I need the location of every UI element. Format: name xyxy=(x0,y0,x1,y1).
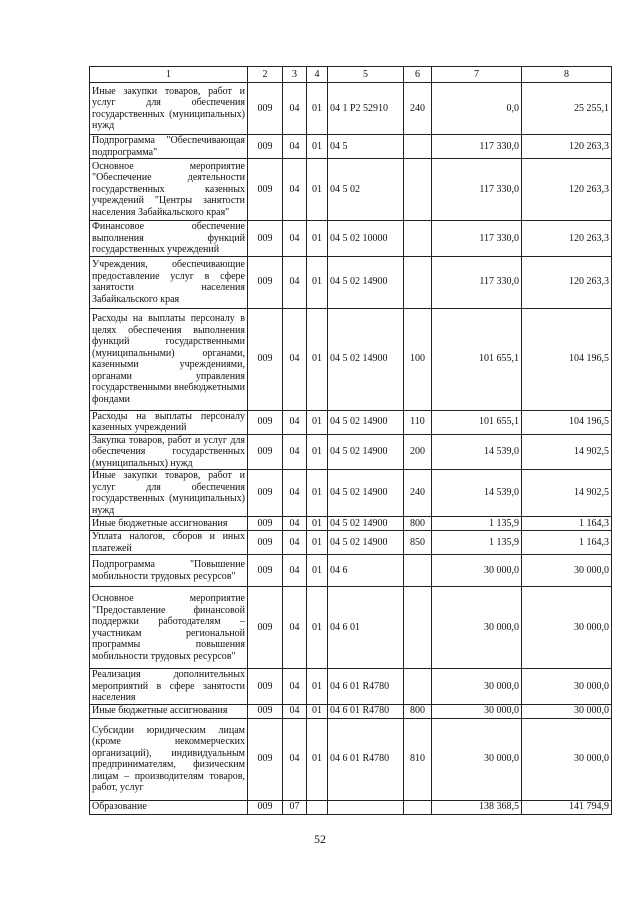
table-row xyxy=(90,221,612,257)
cell-subsection-code xyxy=(307,800,328,814)
cell-expense-type: 800 xyxy=(404,704,432,718)
cell-amount-year-1: 101 655,1 xyxy=(432,410,522,434)
cell-target-article xyxy=(328,800,404,814)
cell-amount-year-1: 117 330,0 xyxy=(432,135,522,159)
cell-expense-type: 850 xyxy=(404,531,432,555)
cell-subsection-code: 01 xyxy=(307,587,328,669)
cell-amount-year-2: 1 164,3 xyxy=(522,517,612,531)
cell-item-name: Иные закупки товаров, работ и услуг для обеспечения государственных (муниципальных) нужд xyxy=(90,83,248,135)
cell-expense-type xyxy=(404,800,432,814)
cell-expense-type xyxy=(404,159,432,221)
cell-amount-year-1: 117 330,0 xyxy=(432,221,522,257)
cell-section-code: 04 xyxy=(283,135,307,159)
cell-expense-type: 110 xyxy=(404,410,432,434)
table-row xyxy=(90,83,612,135)
cell-section-code: 04 xyxy=(283,159,307,221)
cell-item-name: Образование xyxy=(90,800,248,814)
table-row xyxy=(90,718,612,800)
cell-expense-type: 800 xyxy=(404,517,432,531)
table-row xyxy=(90,704,612,718)
cell-amount-year-1: 117 330,0 xyxy=(432,159,522,221)
cell-expense-type xyxy=(404,221,432,257)
cell-section-code: 04 xyxy=(283,434,307,470)
cell-subsection-code: 01 xyxy=(307,83,328,135)
cell-subsection-code: 01 xyxy=(307,410,328,434)
cell-subsection-code: 01 xyxy=(307,159,328,221)
cell-target-article: 04 6 xyxy=(328,555,404,587)
cell-amount-year-1: 30 000,0 xyxy=(432,555,522,587)
cell-item-name: Иные закупки товаров, работ и услуг для обеспечения государственных (муниципальных) нужд xyxy=(90,470,248,517)
cell-ministry-code: 009 xyxy=(248,704,283,718)
cell-ministry-code: 009 xyxy=(248,800,283,814)
cell-ministry-code: 009 xyxy=(248,434,283,470)
cell-target-article: 04 6 01 R4780 xyxy=(328,704,404,718)
cell-section-code: 04 xyxy=(283,410,307,434)
cell-amount-year-2: 1 164,3 xyxy=(522,531,612,555)
cell-amount-year-2: 30 000,0 xyxy=(522,555,612,587)
table-row xyxy=(90,135,612,159)
cell-target-article: 04 6 01 R4780 xyxy=(328,718,404,800)
cell-ministry-code: 009 xyxy=(248,308,283,410)
cell-ministry-code: 009 xyxy=(248,470,283,517)
col-header-8: 8 xyxy=(522,67,612,83)
cell-section-code: 04 xyxy=(283,531,307,555)
cell-amount-year-2: 104 196,5 xyxy=(522,410,612,434)
cell-subsection-code: 01 xyxy=(307,531,328,555)
cell-amount-year-2: 30 000,0 xyxy=(522,718,612,800)
table-row xyxy=(90,470,612,517)
cell-item-name: Основное мероприятие "Обеспечение деятельности государственных казенных учреждений "Центры занятости населения Забайкальского края" xyxy=(90,159,248,221)
cell-ministry-code: 009 xyxy=(248,410,283,434)
cell-item-name: Подпрограмма "Обеспечивающая подпрограмма" xyxy=(90,135,248,159)
cell-item-name: Подпрограмма "Повышение мобильности трудовых ресурсов" xyxy=(90,555,248,587)
cell-section-code: 07 xyxy=(283,800,307,814)
col-header-5: 5 xyxy=(328,67,404,83)
cell-amount-year-2: 30 000,0 xyxy=(522,669,612,705)
cell-amount-year-1: 138 368,5 xyxy=(432,800,522,814)
cell-item-name: Учреждения, обеспечивающие предоставление услуг в сфере занятости населения Забайкальского края xyxy=(90,256,248,308)
cell-section-code: 04 xyxy=(283,587,307,669)
cell-expense-type: 100 xyxy=(404,308,432,410)
cell-expense-type: 810 xyxy=(404,718,432,800)
cell-expense-type: 240 xyxy=(404,470,432,517)
cell-expense-type xyxy=(404,669,432,705)
cell-ministry-code: 009 xyxy=(248,256,283,308)
cell-expense-type: 240 xyxy=(404,83,432,135)
col-header-7: 7 xyxy=(432,67,522,83)
cell-item-name: Иные бюджетные ассигнования xyxy=(90,517,248,531)
cell-item-name: Основное мероприятие "Предоставление финансовой поддержки работодателям – участникам региональной программы повышения мобильности трудовых ресурсов" xyxy=(90,587,248,669)
header-row xyxy=(90,67,612,83)
col-header-4: 4 xyxy=(307,67,328,83)
cell-subsection-code: 01 xyxy=(307,434,328,470)
table-row xyxy=(90,308,612,410)
table-row xyxy=(90,256,612,308)
col-header-6: 6 xyxy=(404,67,432,83)
table-row xyxy=(90,410,612,434)
cell-expense-type xyxy=(404,256,432,308)
cell-amount-year-1: 14 539,0 xyxy=(432,470,522,517)
cell-expense-type: 200 xyxy=(404,434,432,470)
cell-item-name: Закупка товаров, работ и услуг для обеспечения государственных (муниципальных) нужд xyxy=(90,434,248,470)
cell-amount-year-2: 120 263,3 xyxy=(522,256,612,308)
cell-target-article: 04 5 02 14900 xyxy=(328,517,404,531)
cell-amount-year-1: 30 000,0 xyxy=(432,704,522,718)
table-body xyxy=(90,83,612,815)
cell-item-name: Реализация дополнительных мероприятий в сфере занятости населения xyxy=(90,669,248,705)
cell-target-article: 04 6 01 xyxy=(328,587,404,669)
cell-amount-year-2: 14 902,5 xyxy=(522,434,612,470)
cell-amount-year-1: 1 135,9 xyxy=(432,531,522,555)
cell-target-article: 04 5 02 14900 xyxy=(328,531,404,555)
cell-amount-year-1: 30 000,0 xyxy=(432,718,522,800)
budget-table xyxy=(89,66,612,815)
table-row xyxy=(90,531,612,555)
cell-section-code: 04 xyxy=(283,718,307,800)
cell-subsection-code: 01 xyxy=(307,308,328,410)
cell-section-code: 04 xyxy=(283,517,307,531)
cell-amount-year-1: 117 330,0 xyxy=(432,256,522,308)
cell-target-article: 04 5 02 xyxy=(328,159,404,221)
table-row xyxy=(90,555,612,587)
table-row xyxy=(90,159,612,221)
cell-expense-type xyxy=(404,587,432,669)
cell-subsection-code: 01 xyxy=(307,135,328,159)
cell-ministry-code: 009 xyxy=(248,83,283,135)
cell-amount-year-2: 30 000,0 xyxy=(522,704,612,718)
cell-amount-year-1: 0,0 xyxy=(432,83,522,135)
cell-target-article: 04 5 02 14900 xyxy=(328,434,404,470)
cell-ministry-code: 009 xyxy=(248,587,283,669)
cell-subsection-code: 01 xyxy=(307,704,328,718)
cell-amount-year-2: 120 263,3 xyxy=(522,221,612,257)
cell-item-name: Уплата налогов, сборов и иных платежей xyxy=(90,531,248,555)
col-header-2: 2 xyxy=(248,67,283,83)
cell-ministry-code: 009 xyxy=(248,517,283,531)
cell-item-name: Иные бюджетные ассигнования xyxy=(90,704,248,718)
cell-ministry-code: 009 xyxy=(248,221,283,257)
cell-amount-year-2: 104 196,5 xyxy=(522,308,612,410)
table-row xyxy=(90,587,612,669)
cell-amount-year-1: 101 655,1 xyxy=(432,308,522,410)
cell-subsection-code: 01 xyxy=(307,221,328,257)
page-number: 52 xyxy=(314,832,326,846)
cell-item-name: Расходы на выплаты персоналу в целях обеспечения выполнения функций государственными (муниципальными) органами, казенными учреждениями, органами управления государственными внебюджетными фондами xyxy=(90,308,248,410)
cell-amount-year-2: 30 000,0 xyxy=(522,587,612,669)
cell-section-code: 04 xyxy=(283,83,307,135)
cell-section-code: 04 xyxy=(283,470,307,517)
cell-ministry-code: 009 xyxy=(248,531,283,555)
cell-subsection-code: 01 xyxy=(307,517,328,531)
cell-subsection-code: 01 xyxy=(307,470,328,517)
cell-target-article: 04 5 02 14900 xyxy=(328,410,404,434)
cell-subsection-code: 01 xyxy=(307,718,328,800)
cell-target-article: 04 5 02 14900 xyxy=(328,256,404,308)
cell-subsection-code: 01 xyxy=(307,256,328,308)
cell-section-code: 04 xyxy=(283,669,307,705)
cell-amount-year-1: 30 000,0 xyxy=(432,669,522,705)
col-header-3: 3 xyxy=(283,67,307,83)
cell-target-article: 04 5 02 14900 xyxy=(328,308,404,410)
table-row xyxy=(90,800,612,814)
cell-section-code: 04 xyxy=(283,221,307,257)
cell-amount-year-2: 14 902,5 xyxy=(522,470,612,517)
cell-expense-type xyxy=(404,135,432,159)
cell-amount-year-1: 1 135,9 xyxy=(432,517,522,531)
cell-amount-year-2: 25 255,1 xyxy=(522,83,612,135)
cell-subsection-code: 01 xyxy=(307,669,328,705)
cell-section-code: 04 xyxy=(283,308,307,410)
cell-target-article: 04 5 xyxy=(328,135,404,159)
cell-item-name: Финансовое обеспечение выполнения функций государственных учреждений xyxy=(90,221,248,257)
cell-expense-type xyxy=(404,555,432,587)
cell-amount-year-1: 14 539,0 xyxy=(432,434,522,470)
cell-subsection-code: 01 xyxy=(307,555,328,587)
cell-section-code: 04 xyxy=(283,555,307,587)
cell-ministry-code: 009 xyxy=(248,718,283,800)
cell-amount-year-2: 141 794,9 xyxy=(522,800,612,814)
cell-amount-year-1: 30 000,0 xyxy=(432,587,522,669)
cell-section-code: 04 xyxy=(283,704,307,718)
cell-ministry-code: 009 xyxy=(248,669,283,705)
cell-item-name: Расходы на выплаты персоналу казенных учреждений xyxy=(90,410,248,434)
col-header-1: 1 xyxy=(90,67,248,83)
table-row xyxy=(90,669,612,705)
cell-ministry-code: 009 xyxy=(248,135,283,159)
cell-section-code: 04 xyxy=(283,256,307,308)
table-row xyxy=(90,434,612,470)
cell-target-article: 04 5 02 14900 xyxy=(328,470,404,517)
cell-target-article: 04 1 P2 52910 xyxy=(328,83,404,135)
cell-target-article: 04 6 01 R4780 xyxy=(328,669,404,705)
cell-ministry-code: 009 xyxy=(248,159,283,221)
cell-item-name: Субсидии юридическим лицам (кроме некоммерческих организаций), индивидуальным предпринимателям, физическим лицам – производителям товаров, работ, услуг xyxy=(90,718,248,800)
cell-amount-year-2: 120 263,3 xyxy=(522,135,612,159)
cell-amount-year-2: 120 263,3 xyxy=(522,159,612,221)
table-row xyxy=(90,517,612,531)
cell-target-article: 04 5 02 10000 xyxy=(328,221,404,257)
cell-ministry-code: 009 xyxy=(248,555,283,587)
